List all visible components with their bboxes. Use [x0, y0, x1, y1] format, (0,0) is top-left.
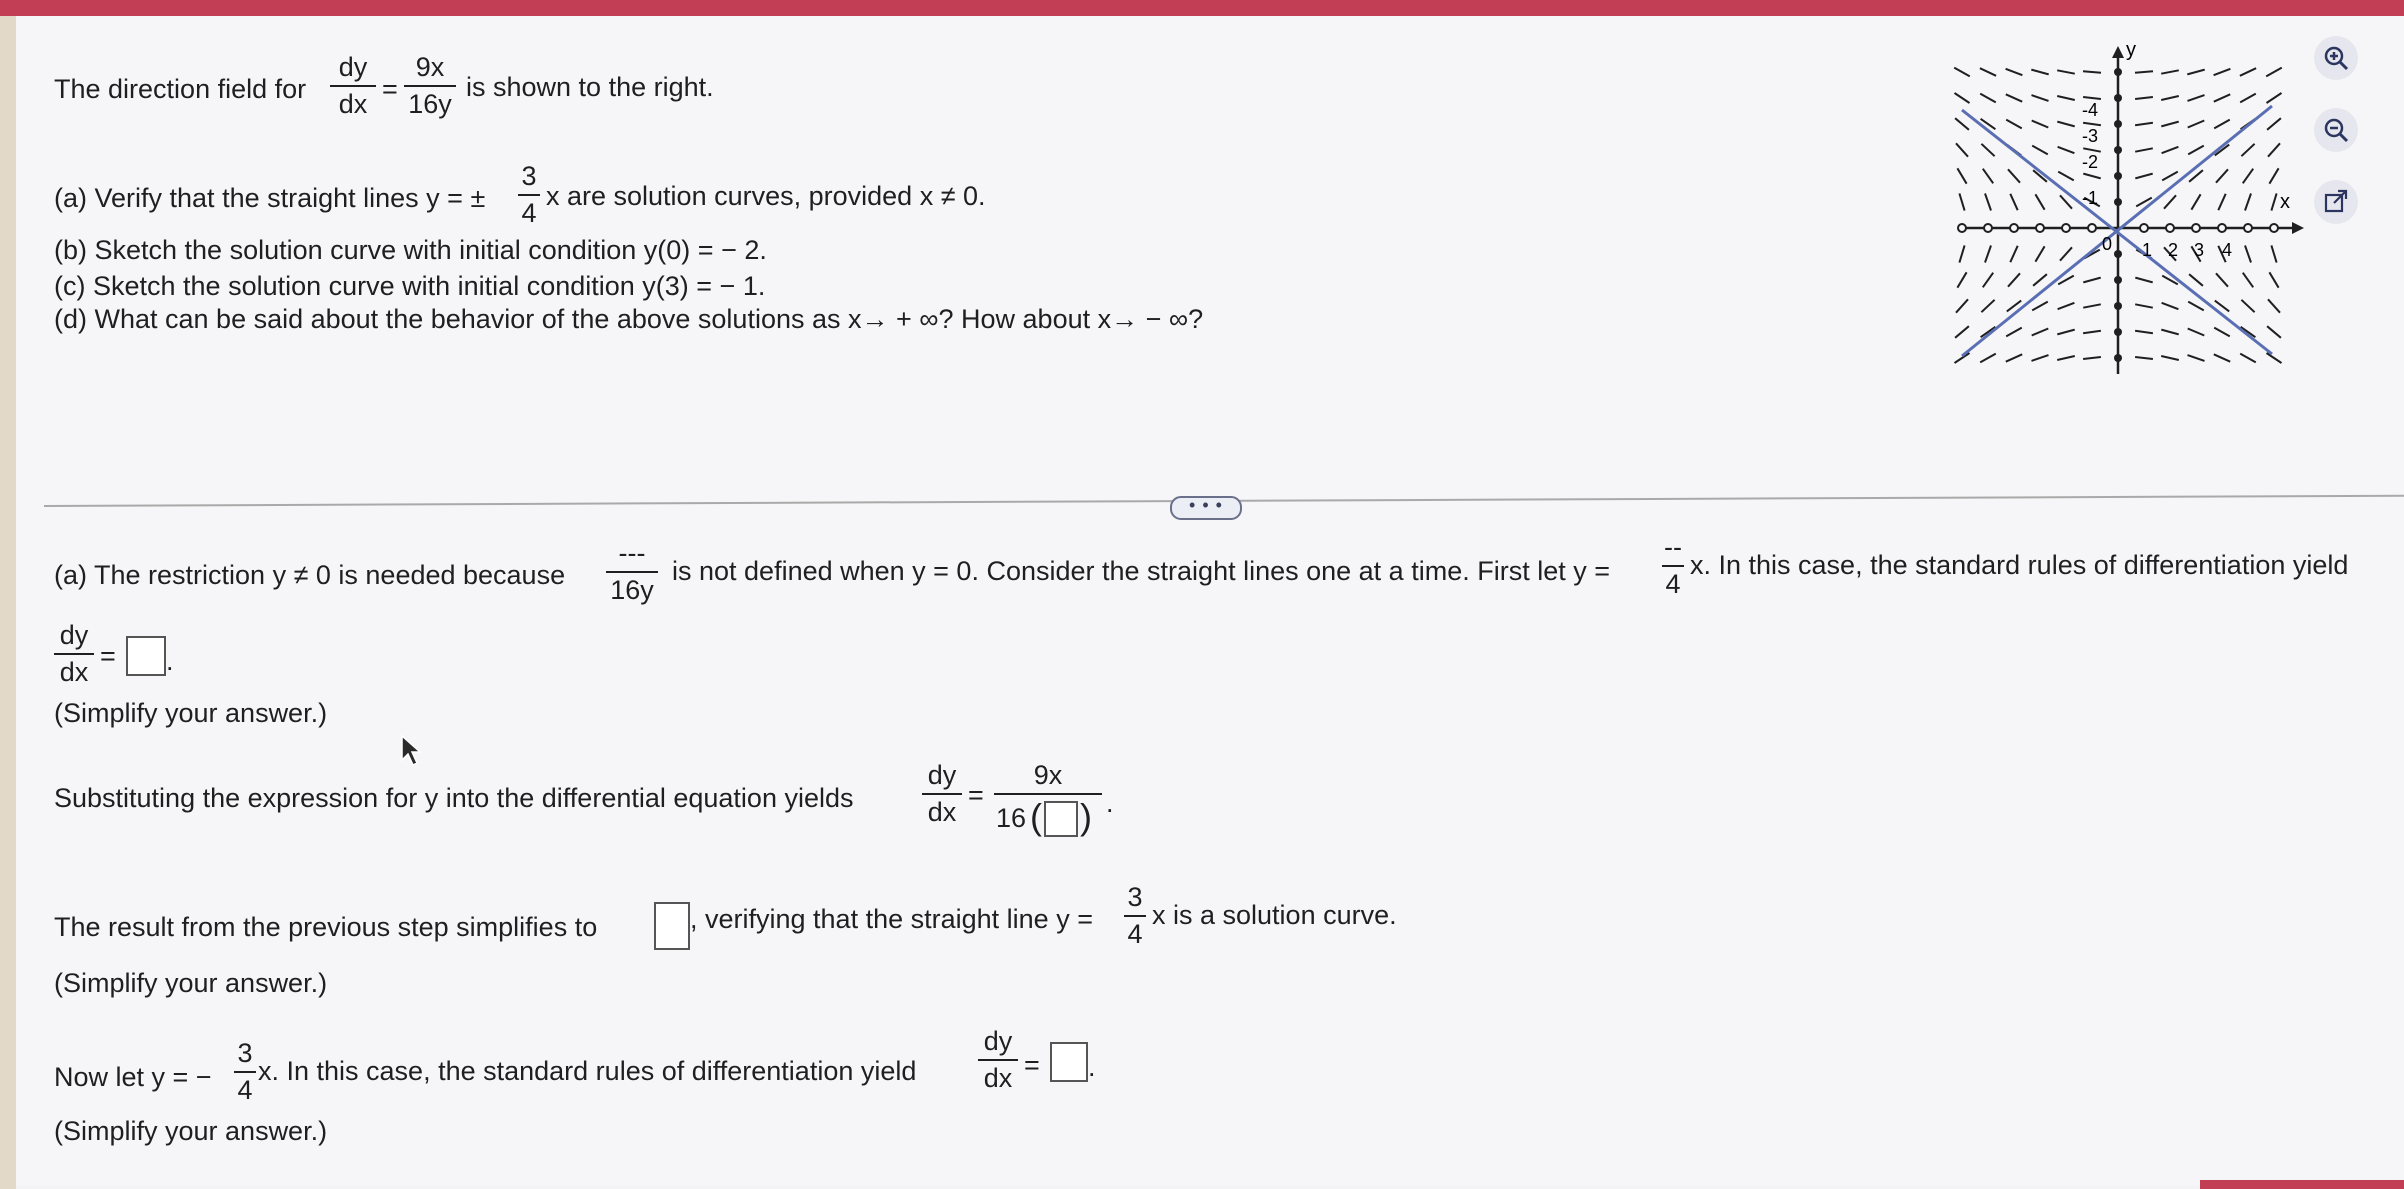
slope-segment: [2241, 300, 2254, 312]
y-axis-dot: [2114, 198, 2122, 206]
slope-segment: [2135, 331, 2153, 334]
x-tick-1: 1: [2142, 240, 2153, 260]
slope-segment: [2214, 69, 2231, 75]
slope-segment: [2267, 326, 2281, 338]
slope-segment: [2008, 169, 2020, 182]
x-axis-dot: [2036, 224, 2044, 232]
slope-segment: [2188, 302, 2204, 311]
zoom-out-icon: [2322, 116, 2350, 144]
slope-segment: [2216, 169, 2228, 182]
solution-a-line-den: 4: [1665, 569, 1681, 599]
bottom-edge-mark: [2200, 1180, 2404, 1189]
answer3-input[interactable]: [654, 902, 690, 950]
left-edge: [0, 16, 16, 1189]
slope-segment: [1980, 94, 1996, 103]
slope-segment: [2188, 355, 2205, 361]
x-axis-dot: [2010, 224, 2018, 232]
solution-a-tail: x. In this case, the standard rules of differentiation yield: [1690, 550, 2349, 580]
substitute-denominator: [994, 795, 1102, 839]
part-a-num: 3: [518, 163, 540, 196]
y-tick-3: -3: [2082, 126, 2099, 146]
answer4-input[interactable]: [1050, 1042, 1088, 1082]
slope-segment: [2057, 70, 2075, 73]
x-axis-dot: [2140, 224, 2148, 232]
intro-dx: dx: [338, 89, 368, 119]
slope-segment: [2135, 97, 2153, 99]
open-paren: (: [1030, 796, 1042, 837]
x-tick-4: 4: [2222, 240, 2233, 260]
slope-segment: [1954, 68, 1970, 77]
substitute-rhs: [994, 762, 1102, 839]
x-axis-dot: [2244, 224, 2252, 232]
slope-segment: [2266, 68, 2282, 77]
simplify-note-2: (Simplify your answer.): [54, 968, 328, 998]
slope-segment: [2187, 70, 2204, 75]
slope-segment: [2057, 356, 2075, 360]
intro-text: The direction field for: [54, 74, 307, 104]
negative-line-tail: x. In this case, the standard rules of differentiation yield: [258, 1056, 917, 1086]
intro-dy: dy: [330, 54, 376, 87]
solution-a-fraction: [606, 540, 658, 604]
solution-a-middle: is not defined when y = 0. Consider the straight lines one at a time. First let y =: [672, 556, 1610, 586]
slope-segment: [2267, 93, 2282, 103]
y-axis-dot: [2114, 328, 2122, 336]
answer4-equals: =: [1024, 1050, 1040, 1080]
slope-segment: [2161, 122, 2178, 127]
slope-segment: [1983, 169, 1993, 184]
slope-segment: [2245, 246, 2251, 263]
intro-equals: =: [382, 74, 398, 104]
substitute-dydx: [922, 762, 962, 826]
zoom-out-button[interactable]: [2314, 108, 2358, 152]
part-a-den: 4: [521, 198, 537, 228]
slope-segment: [2035, 194, 2044, 209]
slope-segment: [2240, 94, 2256, 103]
x-tick-3: 3: [2194, 240, 2205, 260]
slope-segment: [2243, 169, 2253, 184]
result-text: The result from the previous step simplifies to: [54, 912, 598, 942]
slope-segment: [2269, 272, 2278, 287]
slope-segment: [1957, 272, 1966, 287]
origin-label: 0: [2102, 234, 2113, 254]
slope-segment: [2162, 147, 2179, 153]
direction-field-graph[interactable]: [1950, 34, 2320, 389]
part-c-text: (c) Sketch the solution curve with initial condition y(3) = − 1.: [54, 271, 766, 301]
slope-segment: [2083, 174, 2100, 179]
intro-16y: 16y: [408, 89, 452, 119]
slope-segment: [2057, 122, 2074, 127]
x-axis-label: x: [2280, 191, 2290, 213]
slope-segment: [2057, 96, 2075, 100]
slope-segment: [2240, 354, 2256, 363]
slope-segment: [2135, 357, 2153, 359]
slope-segment: [1980, 68, 1996, 76]
x-axis-dot: [2088, 224, 2096, 232]
slope-segment: [2241, 144, 2254, 156]
x-axis-dot: [2270, 224, 2278, 232]
slope-segment: [2032, 302, 2048, 311]
substitute-period: .: [1106, 788, 1114, 818]
slope-segment: [2033, 274, 2047, 286]
negative-line-num: 3: [234, 1040, 256, 1073]
answer1-period: .: [166, 646, 174, 676]
y-tick-2: -2: [2082, 152, 2099, 172]
answer4-dydx: [978, 1028, 1018, 1092]
slope-segment: [2164, 195, 2176, 208]
y-axis-dot: [2114, 94, 2122, 102]
slope-segment: [1985, 194, 1991, 211]
answer4-dy: dy: [978, 1028, 1018, 1061]
slope-segment: [2058, 172, 2074, 181]
result-tail: x is a solution curve.: [1152, 900, 1397, 930]
negative-line-den: 4: [237, 1075, 253, 1105]
answer1-equals: =: [100, 641, 116, 671]
intro-9x: 9x: [404, 54, 456, 87]
slope-segment: [2189, 274, 2203, 286]
answer1-dydx: [54, 622, 94, 686]
slope-segment: [2135, 278, 2152, 283]
slope-segment: [2083, 331, 2101, 334]
y-axis-dot: [2114, 68, 2122, 76]
x-axis-arrow: [2292, 222, 2304, 234]
part-b-text: (b) Sketch the solution curve with initial condition y(0) = − 2.: [54, 235, 767, 265]
close-paren: ): [1080, 796, 1092, 837]
x-axis-dot: [1984, 224, 1992, 232]
slope-segment: [2214, 328, 2230, 337]
y-axis-dot: [2114, 354, 2122, 362]
substitute-dx: dx: [927, 797, 957, 827]
slope-segment: [2267, 353, 2282, 363]
mouse-cursor-icon: [400, 734, 424, 768]
solution-a-num: ---: [606, 540, 658, 573]
slope-segment: [1957, 168, 1966, 183]
slope-segment: [1956, 299, 1968, 312]
slope-segment: [2006, 94, 2022, 101]
slope-segment: [2032, 329, 2049, 336]
slope-segment: [2271, 245, 2276, 262]
slope-segment: [2188, 146, 2204, 155]
slope-segment: [2214, 94, 2230, 101]
result-num: 3: [1124, 884, 1146, 917]
slope-segment: [2006, 354, 2022, 361]
zoom-in-button[interactable]: [2314, 36, 2358, 80]
slope-segment: [1955, 118, 1969, 130]
slope-segment: [2162, 172, 2178, 181]
slope-segment: [2135, 71, 2153, 73]
y-axis-dot: [2114, 172, 2122, 180]
answer1-input[interactable]: [126, 636, 166, 676]
x-axis-dot: [2166, 224, 2174, 232]
x-axis-dot: [2062, 224, 2070, 232]
slope-segment: [2161, 70, 2179, 73]
slope-segment: [2135, 148, 2153, 151]
result-middle: , verifying that the straight line y =: [690, 904, 1093, 934]
slope-segment: [2083, 97, 2101, 99]
slope-segment: [2161, 330, 2178, 335]
slope-segment: [2008, 273, 2020, 286]
popout-button[interactable]: [2314, 180, 2358, 224]
negative-line-text: Now let y = −: [54, 1062, 212, 1092]
slope-segment: [2268, 299, 2280, 312]
part-d-text: (d) What can be said about the behavior of the above solutions as x→ + ∞? How about x→ − ∞?: [54, 304, 1204, 334]
slope-segment: [2010, 194, 2017, 210]
slope-segment: [2058, 147, 2075, 153]
result-fraction: [1124, 884, 1146, 948]
slope-segment: [1981, 144, 1994, 156]
slope-segment: [2191, 194, 2200, 209]
substitute-equals: =: [968, 780, 984, 810]
slope-segment: [2006, 328, 2022, 337]
solution-a-line-fraction: [1662, 534, 1684, 598]
slope-segment: [2162, 303, 2179, 309]
substitute-den-16: 16: [996, 803, 1027, 833]
answer4-dx: dx: [983, 1063, 1013, 1093]
part-a-text: (a) Verify that the straight lines y = ±: [54, 183, 486, 213]
slope-segment: [2060, 195, 2072, 208]
slope-segment: [1983, 273, 1993, 288]
zoom-in-icon: [2322, 44, 2350, 72]
slope-segment: [2006, 120, 2022, 129]
part-a-tail: x are solution curves, provided x ≠ 0.: [546, 181, 986, 211]
slope-segment: [2240, 68, 2256, 76]
intro-tail: is shown to the right.: [466, 72, 714, 102]
slope-segment: [2083, 304, 2101, 307]
slope-segment: [1955, 326, 1969, 338]
slope-segment: [2032, 95, 2049, 101]
slope-segment: [2214, 354, 2230, 361]
slope-segment: [1955, 93, 1970, 103]
y-tick-1: -1: [2082, 188, 2099, 208]
y-axis-dot: [2114, 302, 2122, 310]
slope-segment: [1980, 354, 1996, 363]
slope-segment: [2057, 330, 2074, 335]
top-bar: [0, 0, 2404, 16]
slope-segment: [2031, 70, 2048, 75]
slope-segment: [2083, 357, 2101, 359]
x-axis-dot: [1958, 224, 1966, 232]
slope-segment: [1959, 193, 1964, 210]
slope-segment: [2267, 118, 2281, 130]
slope-segment: [2135, 304, 2153, 307]
answer4-period: .: [1088, 1052, 1096, 1082]
result-den: 4: [1127, 919, 1143, 949]
x-axis-dot: [2218, 224, 2226, 232]
negative-line-fraction: [234, 1040, 256, 1104]
slope-segment: [2271, 193, 2276, 210]
slope-segment: [2161, 96, 2179, 100]
slope-segment: [1956, 143, 1968, 156]
slope-segment: [2245, 194, 2251, 211]
answer2-input[interactable]: [1044, 801, 1078, 837]
substitute-dy: dy: [922, 762, 962, 795]
y-axis-dot: [2114, 250, 2122, 258]
slope-segment: [2010, 246, 2017, 262]
x-axis-dot: [2192, 224, 2200, 232]
slope-segment: [1959, 245, 1964, 262]
x-tick-2: 2: [2168, 240, 2179, 260]
slope-segment: [2135, 123, 2153, 126]
intro-rhs: [404, 54, 456, 118]
y-axis-dot: [2114, 276, 2122, 284]
slope-segment: [2032, 121, 2049, 128]
slope-segment: [2268, 143, 2280, 156]
slope-segment: [1981, 300, 1994, 312]
slope-segment: [2216, 273, 2228, 286]
slope-segment: [2188, 121, 2205, 128]
substitute-text: Substituting the expression for y into the differential equation yields: [54, 783, 854, 813]
answer1-dx: dx: [59, 657, 89, 687]
solution-a-line-num: --: [1662, 534, 1684, 567]
substitute-num: 9x: [994, 762, 1102, 795]
slope-segment: [2269, 168, 2278, 183]
slope-segment: [1985, 246, 1991, 263]
expand-button[interactable]: • • •: [1170, 496, 1242, 520]
slope-segment: [2188, 95, 2205, 101]
solution-a-den: 16y: [610, 575, 654, 605]
y-axis-arrow: [2112, 46, 2124, 58]
slope-segment: [2035, 246, 2044, 261]
slope-segment: [2006, 69, 2023, 75]
slope-segment: [2083, 123, 2101, 126]
popout-icon: [2322, 188, 2350, 216]
slope-segment: [2083, 278, 2100, 283]
y-axis-dot: [2114, 146, 2122, 154]
slope-segment: [2032, 355, 2049, 361]
slope-segment: [2083, 71, 2101, 73]
slope-segment: [2135, 174, 2152, 179]
solution-a-text: (a) The restriction y ≠ 0 is needed because: [54, 560, 566, 590]
y-axis-label: y: [2126, 39, 2136, 61]
slope-segment: [2058, 303, 2075, 309]
slope-segment: [2214, 120, 2230, 129]
slope-segment: [2060, 247, 2072, 260]
intro-dydx: [330, 54, 376, 118]
slope-segment: [2243, 273, 2253, 288]
slope-segment: [2161, 356, 2179, 360]
y-tick-4: -4: [2082, 100, 2099, 120]
simplify-note-3: (Simplify your answer.): [54, 1116, 328, 1146]
slope-segment: [2188, 329, 2205, 336]
simplify-note-1: (Simplify your answer.): [54, 698, 328, 728]
slope-segment: [2218, 194, 2225, 210]
part-a-fraction: [518, 163, 540, 227]
y-axis-dot: [2114, 120, 2122, 128]
answer1-dy: dy: [54, 622, 94, 655]
slope-segment: [2032, 146, 2048, 155]
